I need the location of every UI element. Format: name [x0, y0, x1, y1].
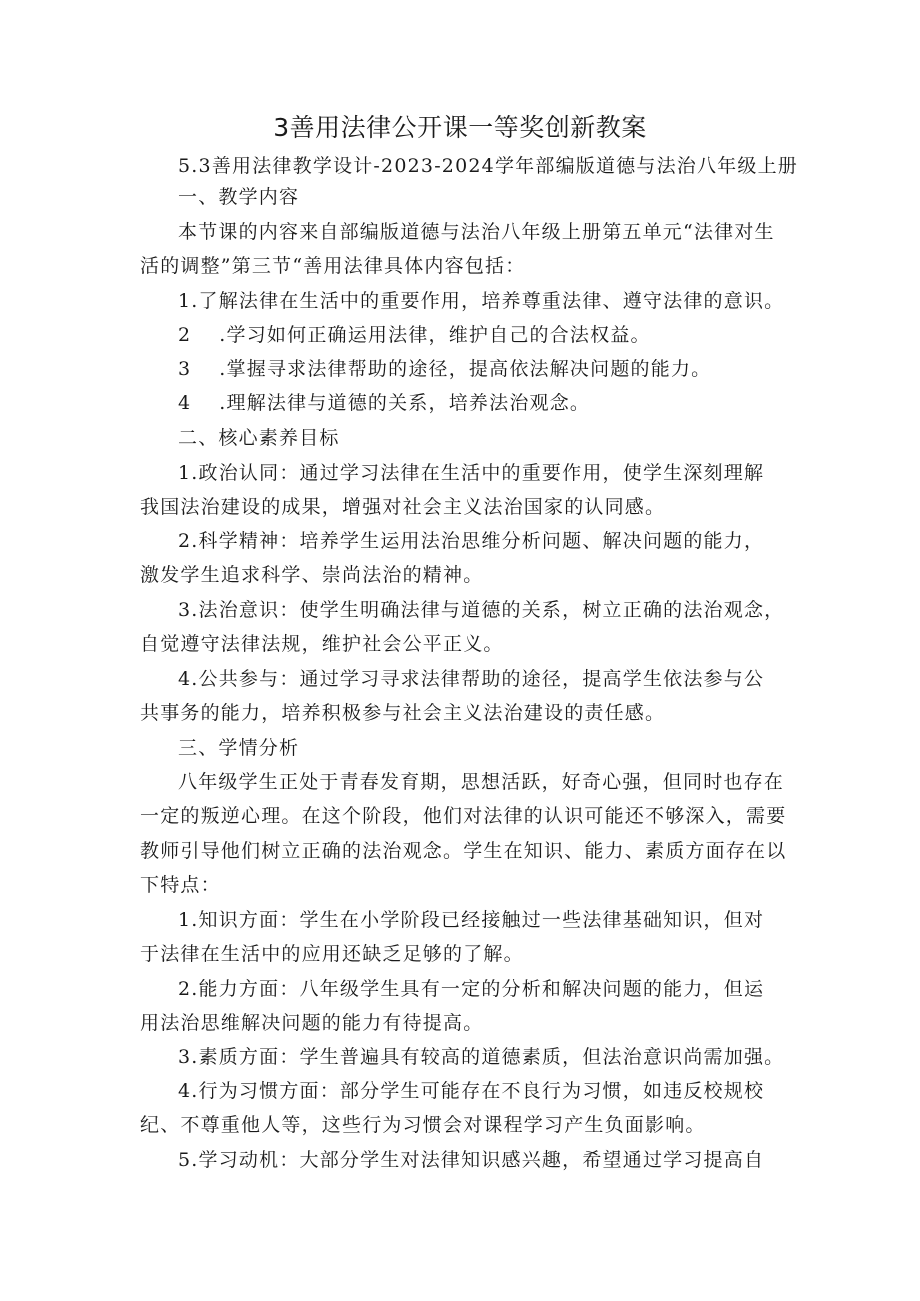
list-item-number: 3	[178, 358, 192, 380]
section-heading-teaching-content: 一、教学内容	[178, 186, 300, 208]
list-item	[178, 1147, 764, 1173]
list-item-text: .能力方面：八年级学生具有一定的分析和解决问题的能力，但运	[191, 978, 765, 1000]
list-item	[178, 460, 764, 486]
paragraph-line: 教师引导他们树立正确的法治观念。学生在知识、能力、素质方面存在以	[140, 840, 787, 862]
list-item-number: 4	[178, 668, 192, 690]
list-item	[178, 976, 764, 1002]
section-heading-learning-analysis: 三、学情分析	[178, 737, 300, 759]
list-item-number: 1	[178, 909, 192, 931]
paragraph-line: 活的调整”第三节“善用法律具体内容包括：	[140, 255, 526, 277]
list-item-text: .行为习惯方面：部分学生可能存在不良行为习惯，如违反校规校	[191, 1080, 765, 1102]
list-item-text: .理解法律与道德的关系，培养法治观念。	[219, 392, 591, 414]
list-item	[178, 1044, 784, 1070]
list-item-number: 4	[178, 1080, 192, 1102]
list-item	[178, 356, 711, 382]
list-item-continuation: 共事务的能力，培养积极参与社会主义法治建设的责任感。	[140, 702, 666, 724]
list-item	[178, 288, 784, 314]
list-item-text: .公共参与：通过学习寻求法律帮助的途径，提高学生依法参与公	[191, 668, 765, 690]
list-item-number: 4	[178, 392, 192, 414]
list-item-text: .政治认同：通过学习法律在生活中的重要作用，使学生深刻理解	[191, 462, 765, 484]
list-item-text: .素质方面：学生普遍具有较高的道德素质，但法治意识尚需加强。	[191, 1046, 785, 1068]
section-heading-core-literacy: 二、核心素养目标	[178, 427, 340, 449]
paragraph-line: 八年级学生正处于青春发育期，思想活跃，好奇心强，但同时也存在	[178, 771, 785, 793]
list-item	[178, 528, 764, 554]
list-item-text: .知识方面：学生在小学阶段已经接触过一些法律基础知识，但对	[191, 909, 765, 931]
list-item-text: .掌握寻求法律帮助的途径，提高依法解决问题的能力。	[219, 358, 712, 380]
paragraph-line: 下特点：	[140, 874, 221, 896]
list-item-number: 3	[178, 599, 192, 621]
list-item-text: .了解法律在生活中的重要作用，培养尊重法律、遵守法律的意识。	[191, 290, 785, 312]
document-title: 3善用法律公开课一等奖创新教案	[273, 113, 647, 142]
list-item-continuation: 我国法治建设的成果，增强对社会主义法治国家的认同感。	[140, 496, 666, 518]
list-item	[178, 322, 651, 348]
document-subtitle: 5.3善用法律教学设计-2023-2024学年部编版道德与法治八年级上册	[178, 155, 798, 177]
list-item-continuation: 纪、不尊重他人等，这些行为习惯会对课程学习产生负面影响。	[140, 1114, 706, 1136]
paragraph-line: 一定的叛逆心理。在这个阶段，他们对法律的认识可能还不够深入，需要	[140, 805, 787, 827]
list-item-number: 2	[178, 324, 192, 346]
list-item-continuation: 自觉遵守法律法规，维护社会公平正义。	[140, 633, 504, 655]
list-item-text: .科学精神：培养学生运用法治思维分析问题、解决问题的能力，	[191, 530, 765, 552]
list-item	[178, 390, 590, 416]
list-item-number: 2	[178, 530, 192, 552]
list-item-continuation: 于法律在生活中的应用还缺乏足够的了解。	[140, 943, 524, 965]
list-item	[178, 1078, 764, 1104]
list-item	[178, 597, 784, 623]
list-item-continuation: 用法治思维解决问题的能力有待提高。	[140, 1012, 484, 1034]
list-item-continuation: 激发学生追求科学、崇尚法治的精神。	[140, 564, 484, 586]
list-item	[178, 907, 764, 933]
paragraph-line: 本节课的内容来自部编版道德与法治八年级上册第五单元“法律对生	[178, 221, 775, 243]
list-item-number: 1	[178, 462, 192, 484]
list-item-text: .学习动机：大部分学生对法律知识感兴趣，希望通过学习提高自	[191, 1149, 765, 1171]
list-item-number: 3	[178, 1046, 192, 1068]
list-item-text: .学习如何正确运用法律，维护自己的合法权益。	[219, 324, 651, 346]
list-item-number: 2	[178, 978, 192, 1000]
list-item-text: .法治意识：使学生明确法律与道德的关系，树立正确的法治观念，	[191, 599, 785, 621]
list-item-number: 5	[178, 1149, 192, 1171]
list-item	[178, 666, 764, 692]
list-item-number: 1	[178, 290, 192, 312]
